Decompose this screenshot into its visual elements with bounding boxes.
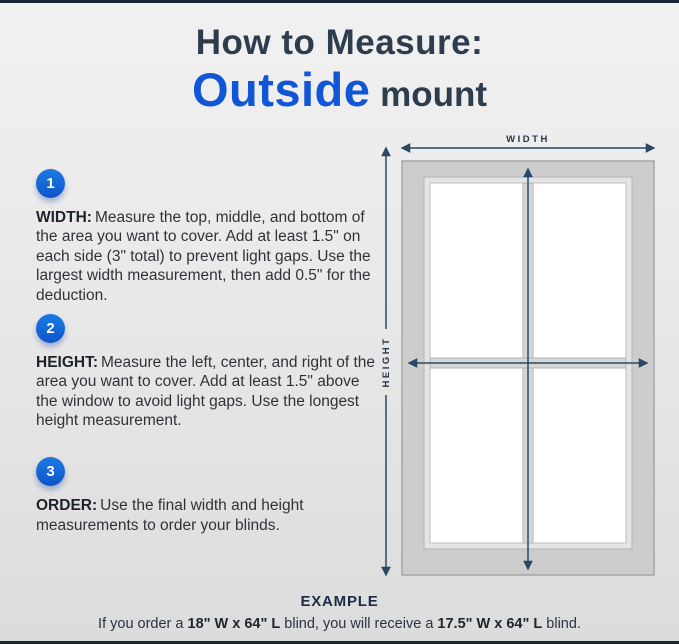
example-section [0,593,679,632]
example-suffix: blind. [542,616,581,632]
example-received-size: 17.5" W x 64" L [437,616,543,632]
step-1-label: WIDTH: [36,209,92,226]
example-prefix: If you order a [98,616,188,632]
step-3 [36,457,380,535]
title-line2 [0,63,679,117]
example-ordered-size: 18" W x 64" L [187,616,281,632]
page-title [0,23,679,117]
step-1-text [36,208,380,305]
example-heading: EXAMPLE [300,593,379,610]
step-1-number-badge [36,169,65,198]
step-2 [36,314,380,431]
width-dimension-label: WIDTH [506,134,550,145]
example-text [0,616,679,632]
title-rest: mount [370,75,488,114]
step-3-number: 3 [46,463,55,481]
height-dimension-label: HEIGHT [381,336,392,388]
steps-list [36,169,380,544]
step-2-number: 2 [46,319,55,337]
step-2-text [36,353,380,431]
step-3-number-badge [36,457,65,486]
step-2-number-badge [36,314,65,343]
step-3-label: ORDER: [36,497,98,515]
step-1 [36,169,380,305]
step-2-body: Measure the left, center, and right of the area you want to cover. Add at least 1.5" above the window to avoid light gaps. Use the longest height measurement. [36,353,375,429]
step-1-body: Measure the top, middle, and bottom of the area you want to cover. Add at least 1.5" on each side (3" total) to prevent light gaps. Use the largest width measurement, then add 0.5" for the deduction. [36,209,371,304]
title-accent: Outside [191,63,371,116]
example-middle: blind, you will receive a [280,616,438,632]
step-2-label: HEIGHT: [36,353,98,371]
step-3-body: Use the final width and height measurements to order your blinds. [36,497,304,534]
window-diagram-svg [372,131,668,587]
step-3-text [36,496,380,535]
title-line1: How to Measure: [195,23,484,62]
step-1-number: 1 [46,175,55,192]
window-diagram [372,131,668,587]
